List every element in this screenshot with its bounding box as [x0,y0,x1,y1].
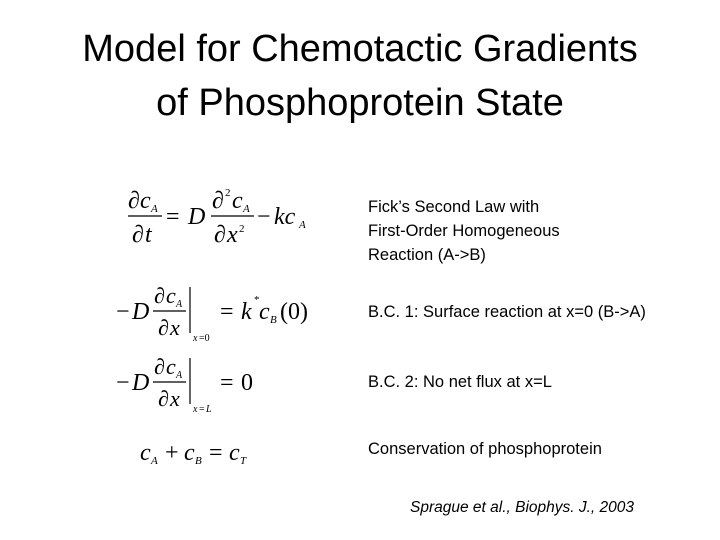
svg-text:x: x [170,315,180,340]
svg-text:=: = [199,404,205,415]
equation-4-description: Conservation of phosphoprotein [368,440,602,458]
equation-1-description: Fick’s Second Law with First-Order Homogeneous Reaction (A->B) [368,198,560,264]
svg-text:A: A [176,299,183,310]
svg-text:A: A [151,455,158,467]
svg-text:c: c [229,440,240,466]
title-line-1: Model for Chemotactic Gradients [82,28,638,70]
svg-text:c: c [166,283,176,308]
svg-text:B: B [270,314,277,326]
svg-text:(0): (0) [280,299,308,325]
svg-text:c: c [259,299,270,325]
svg-text:2: 2 [239,223,245,235]
svg-text:A: A [243,203,250,215]
svg-text:=: = [209,440,223,466]
svg-text:∂: ∂ [154,283,165,308]
svg-text:2: 2 [225,187,231,199]
equation-boundary-condition-1 [116,285,326,345]
svg-text:x: x [227,222,238,248]
svg-text:=0: =0 [199,333,210,344]
svg-text:D: D [188,204,206,230]
svg-text:c: c [232,188,243,214]
svg-text:c: c [140,188,151,214]
svg-text:x: x [193,404,198,415]
equation-conservation [140,436,260,470]
svg-text:∂: ∂ [158,315,169,340]
svg-text:∂: ∂ [128,188,140,214]
svg-text:B: B [195,455,202,467]
svg-text:=: = [166,204,180,230]
svg-text:D: D [132,370,150,396]
svg-text:x: x [170,386,180,411]
svg-text:−: − [257,204,271,230]
equation-boundary-condition-2 [116,356,266,416]
svg-text:+: + [165,440,179,466]
svg-text:t: t [145,222,152,248]
svg-text:k: k [241,299,252,325]
svg-text:=: = [220,370,234,396]
equation-2-description: B.C. 1: Surface reaction at x=0 (B->A) [368,303,646,321]
svg-text:T: T [240,455,247,467]
slide-title [0,22,720,130]
svg-text:c: c [140,440,151,466]
svg-text:A: A [151,203,158,215]
svg-text:x: x [193,333,198,344]
svg-text:−: − [116,370,130,396]
svg-text:A: A [299,219,306,231]
equation-ficks-second-law [126,180,316,252]
svg-text:c: c [166,354,176,379]
svg-text:L: L [206,404,212,415]
svg-text:−: − [116,299,130,325]
svg-text:∂: ∂ [154,354,165,379]
svg-text:∂: ∂ [214,222,226,248]
svg-text:kc: kc [274,204,296,230]
svg-text:*: * [254,294,260,306]
svg-text:c: c [184,440,195,466]
svg-text:∂: ∂ [132,222,144,248]
equation-3-description: B.C. 2: No net flux at x=L [368,373,552,391]
svg-text:A: A [176,370,183,381]
svg-text:D: D [132,299,150,325]
citation: Sprague et al., Biophys. J., 2003 [410,499,635,516]
title-line-2: of Phosphoprotein State [156,82,564,124]
svg-text:=: = [220,299,234,325]
svg-text:∂: ∂ [212,188,224,214]
svg-text:∂: ∂ [158,386,169,411]
svg-text:0: 0 [241,370,253,396]
